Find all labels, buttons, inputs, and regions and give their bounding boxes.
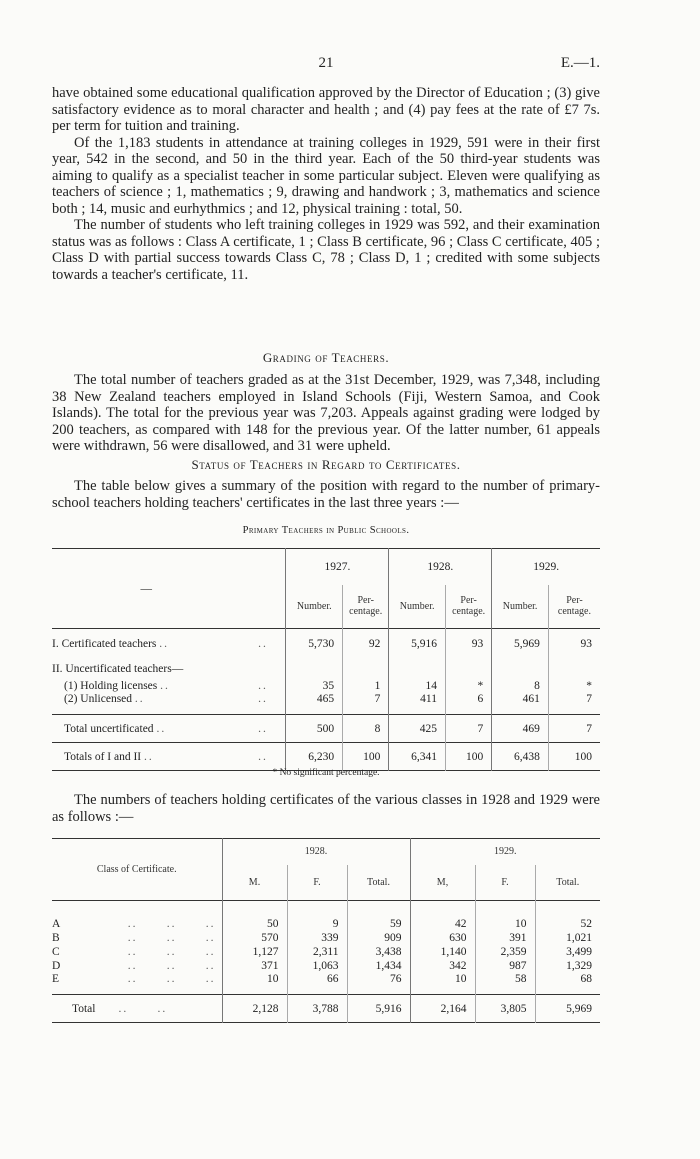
table1-caption: Primary Teachers in Public Schools.	[242, 525, 410, 536]
table1-row-total-uncertificated: Total uncertificated .. .. 500 8 425 7 469 7	[52, 715, 600, 743]
table1-row-uncertificated-heading	[52, 659, 600, 679]
intro-text	[52, 85, 600, 283]
certificate-classes-table	[52, 838, 600, 1023]
table1-row-totals: Totals of I and II .. .. 6,230 100 6,341 100 6,438 100	[52, 743, 600, 771]
status-text	[52, 478, 600, 511]
table1-year-1928: 1928.	[389, 549, 492, 585]
row-label: I. Certificated teachers	[52, 637, 157, 650]
paragraph-students-attendance: Of the 1,183 students in attendance at training colleges in 1929, 591 were in their first year, 542 in the second, and 50 in the third year. Each of the 50 third-year students was aiming to qualify as a specialist teacher in some particular subject. Eleven were qualifying as teachers of science ; 1, mathematics ; 9, drawing and handwork ; 3, mathematics and science both ; 14, music and eurhythmics ; and 12, physical training : total, 50.	[52, 134, 600, 217]
table1-number-header: Number.	[286, 585, 343, 629]
row-label: A	[52, 917, 61, 930]
row-label: II. Uncertificated teachers—	[52, 662, 184, 675]
heading-grading: Grading of Teachers.	[262, 350, 390, 365]
table2-row-class-d: D .. .. .. 371 1,063 1,434 342 987 1,329	[52, 959, 600, 973]
table2-row-total: Total .. .. 2,128 3,788 5,916 2,164 3,805 5,969	[52, 995, 600, 1023]
row-label: (2) Unlicensed	[64, 692, 133, 705]
table2-row-class-b: B .. .. .. 570 339 909 630 391 1,021	[52, 931, 600, 945]
table2-subheader-row: M. F. Total. M, F. Total.	[52, 865, 600, 901]
row-label: C	[52, 945, 60, 958]
table1-year-1927: 1927.	[286, 549, 389, 585]
paragraph-classes: The numbers of teachers holding certificates of the various classes in 1928 and 1929 were as follows :—	[52, 792, 600, 825]
table1-year-1929: 1929.	[492, 549, 600, 585]
table2-row-class-c: C .. .. .. 1,127 2,311 3,438 1,140 2,359 3,499	[52, 945, 600, 959]
table2-year-row	[52, 839, 600, 865]
row-label: Total uncertificated	[64, 722, 154, 735]
grading-text	[52, 372, 600, 455]
table1-row-certificated: I. Certificated teachers .. .. 5,730 92 5,916 93 5,969 93	[52, 629, 600, 659]
row-label: B	[52, 931, 60, 944]
table1-percentage-header: Per- centage.	[548, 585, 600, 629]
row-label: Total	[72, 1002, 96, 1015]
table2-class-header: Class of Certificate.	[96, 864, 177, 875]
table2-row-class-e: E .. .. .. 10 66 76 10 58 68	[52, 973, 600, 995]
row-label: Totals of I and II	[64, 750, 142, 763]
heading-status: Status of Teachers in Regard to Certificates.	[191, 457, 461, 472]
table1-footnote: * No significant percentage.	[272, 768, 380, 778]
table1-percentage-header: Per- centage.	[343, 585, 389, 629]
table1-row-holding-licenses: (1) Holding licenses .. .. 35 1 14 * 8 *	[52, 679, 600, 693]
row-label: E	[52, 972, 60, 985]
table2-row-class-a: A .. .. .. 50 9 59 42 10 52	[52, 917, 600, 931]
table1-row-unlicensed: (2) Unlicensed .. .. 465 7 411 6 461 7	[52, 693, 600, 715]
report-code: E.—1.	[560, 55, 600, 71]
paragraph-qualifications: have obtained some educational qualification approved by the Director of Education ; (3) give satisfactory evidence as to moral character and health ; and (4) pay fees at the rate of £7 7s. per term for tuition and training.	[52, 85, 600, 134]
row-label: D	[52, 959, 61, 972]
page-number: 21	[318, 55, 334, 71]
table1-number-header: Number.	[389, 585, 446, 629]
paragraph-status: The table below gives a summary of the position with regard to the number of primary-school teachers holding teachers' certificates in the last three years :—	[52, 478, 600, 511]
classes-text	[52, 792, 600, 825]
page-header	[52, 55, 600, 73]
table2-year-1928: 1928.	[222, 839, 410, 865]
paragraph-students-left: The number of students who left training colleges in 1929 was 592, and their examination status was as follows : Class A certificate, 1 ; Class B certificate, 96 ; Class C certificate, 405 ; Class D with partial success towards Class C, 78 ; Class D, 1 ; credited with some subjects towards a teacher's certificate, 11.	[52, 217, 600, 283]
primary-teachers-table	[52, 548, 600, 771]
table1-number-header: Number.	[492, 585, 549, 629]
table1-percentage-header: Per- centage.	[445, 585, 491, 629]
paragraph-grading: The total number of teachers graded as at the 31st December, 1929, was 7,348, including 38 New Zealand teachers employed in Island Schools (Fiji, Western Samoa, and Cook Islands). The total for the previous year was 7,203. Appeals against grading were lodged by 200 teachers, as compared with 148 for the previous year. Of the latter number, 61 appeals were withdrawn, 56 were disallowed, and 31 were upheld.	[52, 372, 600, 454]
table1-dash: —	[140, 582, 153, 595]
table2-year-1929: 1929.	[410, 839, 600, 865]
row-label: (1) Holding licenses	[64, 679, 158, 692]
table1-year-row	[52, 549, 600, 585]
